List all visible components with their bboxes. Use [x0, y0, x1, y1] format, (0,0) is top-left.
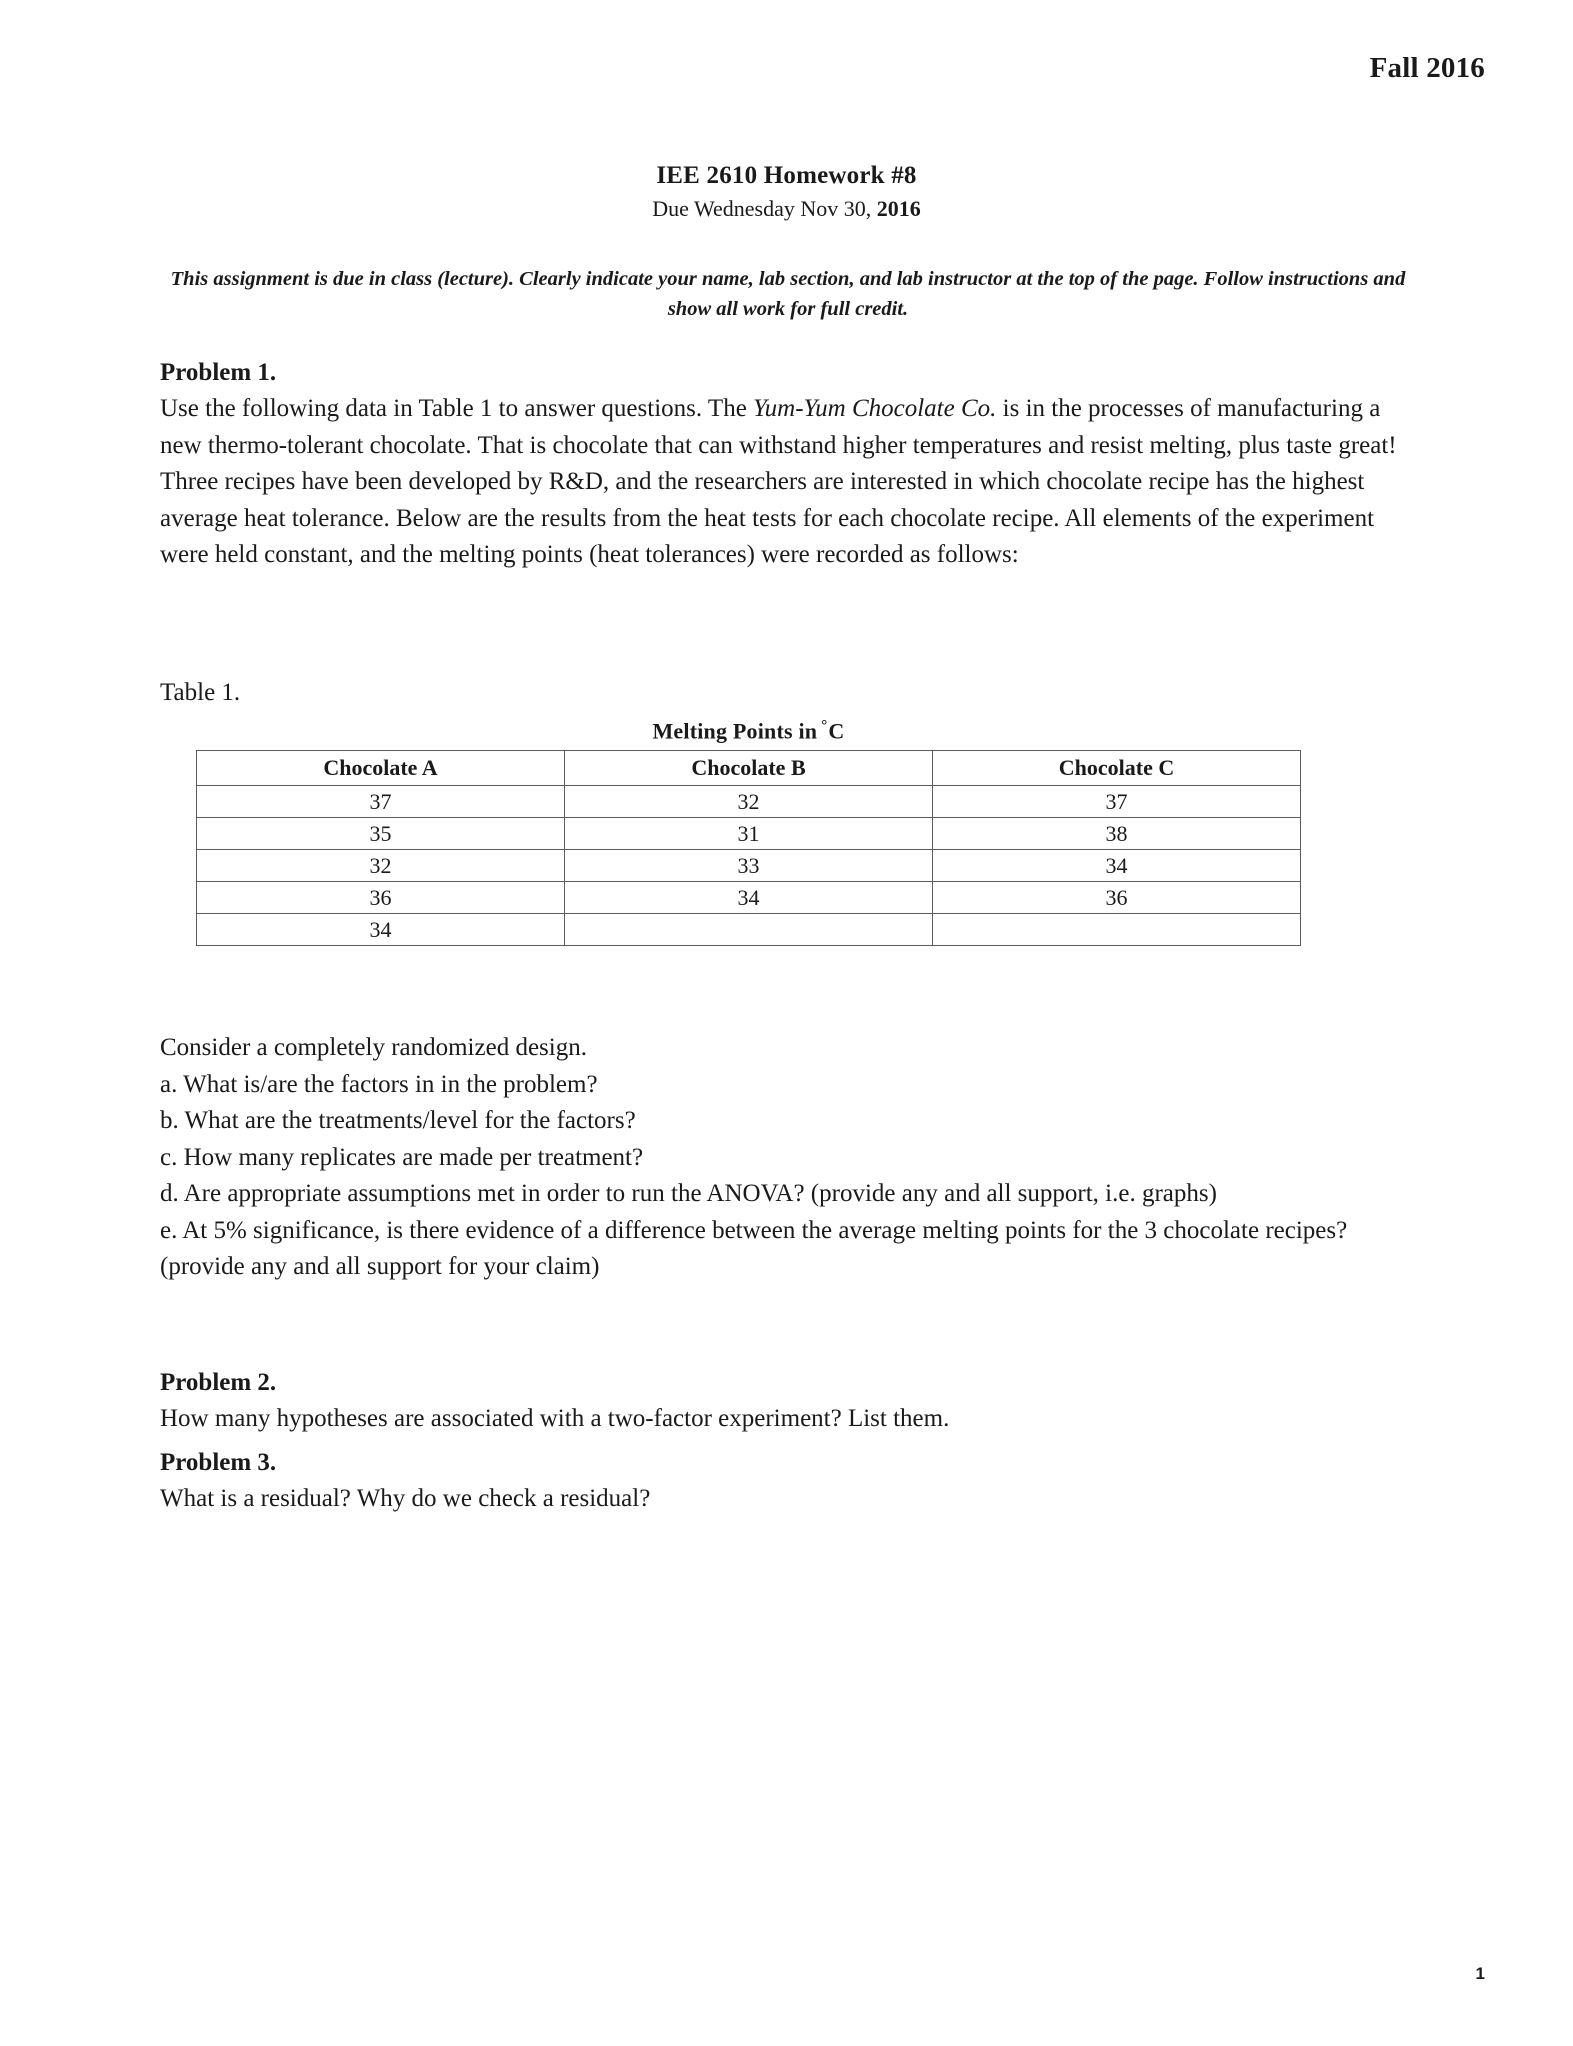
table-cell: 31 — [565, 818, 933, 850]
problem2-heading: Problem 2. — [160, 1369, 277, 1396]
table-cell: 34 — [933, 850, 1301, 882]
table-label-section — [160, 675, 1410, 712]
table-row — [197, 786, 1301, 818]
table-row — [197, 818, 1301, 850]
column-header-chocolate-a: Chocolate A — [197, 751, 565, 786]
due-date-line — [0, 196, 1573, 222]
table-cell: 37 — [933, 786, 1301, 818]
problem1-intro-part2: is in the processes of manufacturing a new thermo-tolerant chocolate. That is chocolate that can withstand higher temperatures and resist melting, plus taste great! Three recipes have been developed by R&D, and the researchers are interested in which chocolate recipe has the highest average heat tolerance. Below are the results from the heat tests for each chocolate recipe. All elements of the experiment were held constant, and the melting points (heat tolerances) were recorded as follows: — [160, 395, 1397, 568]
problem1-heading: Problem 1. — [160, 359, 277, 386]
problem3-section — [160, 1445, 1410, 1518]
table-cell: 37 — [197, 786, 565, 818]
table-label: Table 1. — [160, 679, 241, 706]
table-cell: 33 — [565, 850, 933, 882]
problem1-intro-part1: Use the following data in Table 1 to answer questions. The — [160, 395, 754, 422]
table-cell: 32 — [197, 850, 565, 882]
degree-symbol-icon: ° — [821, 718, 828, 734]
question-item-c: c. How many replicates are made per treatment? — [160, 1143, 644, 1171]
design-note: Consider a completely randomized design. — [160, 1034, 587, 1061]
table-cell — [565, 914, 933, 946]
problem2-body: How many hypotheses are associated with a two-factor experiment? List them. — [160, 1405, 950, 1432]
question-item-a: a. What is/are the factors in in the problem? — [160, 1070, 598, 1098]
column-header-chocolate-b: Chocolate B — [565, 751, 933, 786]
table-row — [197, 882, 1301, 914]
question-item-b: b. What are the treatments/level for the factors? — [160, 1107, 636, 1134]
due-date-year: 2016 — [876, 196, 921, 221]
table-cell: 35 — [197, 818, 565, 850]
problem2-section — [160, 1365, 1410, 1438]
column-header-chocolate-c: Chocolate C — [933, 751, 1301, 786]
term-label: Fall 2016 — [1369, 52, 1485, 84]
question-item-e: e. At 5% significance, is there evidence of a difference between the average melting points for the 3 chocolate recipes? (provide any and all support for your claim) — [160, 1216, 1348, 1280]
table-cell: 36 — [197, 882, 565, 914]
due-date-prefix: Due Wednesday Nov 30, — [652, 196, 877, 221]
table-cell: 34 — [197, 914, 565, 946]
page-title: IEE 2610 Homework #8 — [656, 162, 917, 189]
page-number: 1 — [1475, 1964, 1485, 1983]
problem1-section — [160, 355, 1410, 574]
table-row — [197, 850, 1301, 882]
table-cell: 36 — [933, 882, 1301, 914]
problem1-questions-section — [160, 1030, 1410, 1286]
table-caption-unit: C — [828, 718, 845, 744]
table-cell: 32 — [565, 786, 933, 818]
melting-points-table — [196, 750, 1301, 946]
problem3-heading: Problem 3. — [160, 1449, 277, 1476]
table-cell: 38 — [933, 818, 1301, 850]
table-cell: 34 — [565, 882, 933, 914]
table-caption-text: Melting Points in — [652, 718, 818, 744]
question-item-d: d. Are appropriate assumptions met in order to run the ANOVA? (provide any and all support, i.e. graphs) — [160, 1180, 1217, 1207]
melting-points-table-wrapper — [196, 718, 1301, 946]
problem3-body: What is a residual? Why do we check a residual? — [160, 1485, 651, 1512]
table-caption — [196, 718, 1301, 744]
table-row — [197, 914, 1301, 946]
table-header-row — [197, 751, 1301, 786]
problem1-intro — [160, 391, 1410, 574]
company-name: Yum-Yum Chocolate Co. — [753, 395, 997, 422]
table-cell — [933, 914, 1301, 946]
instructions-paragraph: This assignment is due in class (lecture). Clearly indicate your name, lab section, and lab instructor at the top of the page. Follow instructions and show all work for full credit. — [170, 268, 1406, 320]
